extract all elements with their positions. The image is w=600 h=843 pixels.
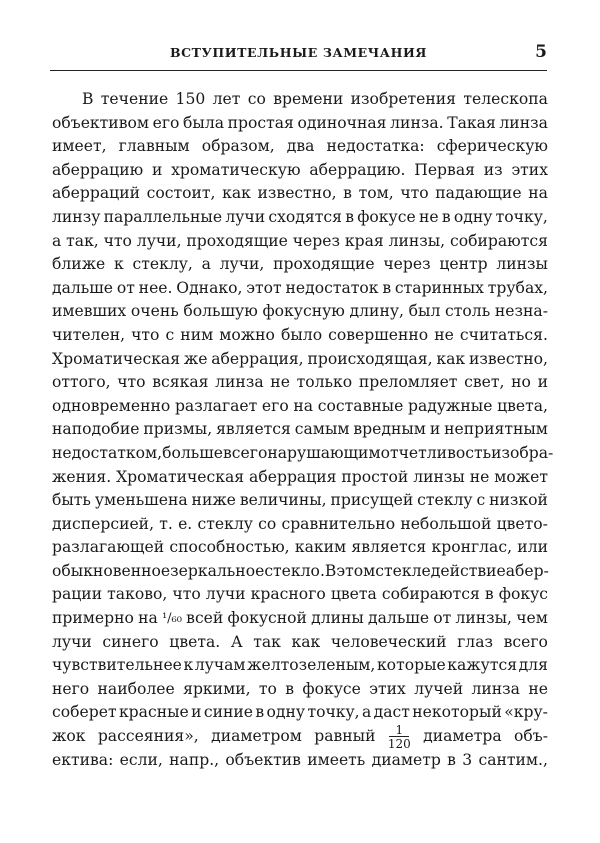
word: не xyxy=(434,325,454,344)
word: со xyxy=(247,90,266,108)
word: через xyxy=(383,255,431,274)
word: через xyxy=(292,231,341,250)
word: ним xyxy=(180,325,214,344)
word: в xyxy=(382,278,392,297)
word: времени xyxy=(273,90,344,108)
word: недостатка: xyxy=(326,137,425,156)
word: не xyxy=(418,207,439,226)
header-rule xyxy=(50,70,547,71)
small-fraction: ¹/₆₀ xyxy=(161,611,182,627)
word: проходящие xyxy=(273,255,375,274)
word: образом, xyxy=(201,137,275,156)
text-line xyxy=(52,253,548,277)
word: 3 xyxy=(462,750,473,769)
word: линза xyxy=(499,113,548,132)
word: незна- xyxy=(494,302,548,321)
text-line xyxy=(52,723,548,752)
word: на xyxy=(138,609,158,628)
text-line xyxy=(52,324,548,348)
word: линза xyxy=(471,679,520,698)
word: зеркальное xyxy=(170,561,265,580)
word: его xyxy=(152,113,180,132)
word: цвета xyxy=(330,585,377,604)
text-line xyxy=(52,418,548,442)
word: фокус xyxy=(498,585,548,604)
word: лучи xyxy=(225,207,266,226)
word: чувствительнее xyxy=(52,656,182,675)
word: красные xyxy=(118,703,189,722)
word: как xyxy=(436,349,466,368)
word: объектив xyxy=(225,750,301,769)
word: как xyxy=(222,184,251,203)
word: было xyxy=(281,325,323,344)
word: него xyxy=(52,679,90,698)
word: всякая xyxy=(152,373,209,392)
word: что xyxy=(172,585,201,604)
word: недостатком, xyxy=(52,443,163,462)
word: В xyxy=(324,561,337,580)
word: не xyxy=(528,679,548,698)
word: радужные xyxy=(407,396,493,415)
word: примерно xyxy=(52,609,134,628)
word: что xyxy=(117,373,146,392)
word: или xyxy=(517,538,548,557)
word: сантим., xyxy=(478,750,548,769)
word: стеклу xyxy=(197,514,253,533)
word: для xyxy=(518,656,548,675)
text-line xyxy=(52,631,548,655)
text-line xyxy=(52,678,548,702)
word: чителен, xyxy=(52,325,126,344)
word: сравнительно xyxy=(281,514,396,533)
text-line xyxy=(52,466,548,490)
word: даст xyxy=(373,703,410,722)
fraction: $\frac{1}{120}$ xyxy=(387,723,411,752)
word: и xyxy=(151,160,163,179)
word: трубах, xyxy=(487,278,548,297)
word: некоторый xyxy=(412,703,502,722)
word: быть xyxy=(52,491,91,510)
word: величины, xyxy=(239,491,327,510)
word: была xyxy=(183,113,225,132)
word: стеклу, xyxy=(132,255,193,274)
word: аберрацию. xyxy=(309,160,406,179)
word: можно xyxy=(219,325,275,344)
word: таково, xyxy=(107,585,168,604)
word: если, xyxy=(119,750,163,769)
word: является xyxy=(216,420,291,439)
word: точку, xyxy=(307,703,360,722)
word: старинных xyxy=(394,278,484,297)
word: равный xyxy=(314,727,376,746)
text-line xyxy=(52,88,548,112)
word: очень xyxy=(130,302,179,321)
word: одну xyxy=(266,703,306,722)
word: происходящая, xyxy=(307,349,433,368)
word: Такая xyxy=(447,113,496,132)
word: на xyxy=(293,396,314,415)
word: в xyxy=(441,207,451,226)
word: рации xyxy=(52,585,103,604)
word: проходящие xyxy=(186,231,288,250)
word: Однако, xyxy=(176,278,243,297)
word: диаметра xyxy=(423,727,502,746)
word: с xyxy=(476,491,486,510)
word: Хроматическая xyxy=(52,349,181,368)
word: что xyxy=(103,231,132,250)
word: к xyxy=(114,255,124,274)
text-line xyxy=(52,536,548,560)
word: нарушающим xyxy=(267,443,381,462)
word: считаться. xyxy=(459,325,548,344)
word: больше xyxy=(162,443,224,462)
word: течение xyxy=(100,90,169,108)
word: простая xyxy=(227,113,294,132)
word: центр xyxy=(439,255,488,274)
word: в xyxy=(255,703,265,722)
word: соберет xyxy=(52,703,117,722)
word: рассеяния», xyxy=(97,727,199,746)
word: аберрация xyxy=(249,467,337,486)
word: всего xyxy=(503,632,548,651)
word: наподобие xyxy=(52,420,140,439)
word: длину, xyxy=(349,302,404,321)
word: способностью, xyxy=(169,538,290,557)
word: что xyxy=(131,325,160,344)
word: края xyxy=(344,231,384,250)
word: аберрацию xyxy=(52,160,144,179)
word: и xyxy=(537,373,548,392)
word: нее. xyxy=(138,278,173,297)
word: присущей xyxy=(330,491,414,510)
text-line xyxy=(52,112,548,136)
word: фокусной xyxy=(227,609,307,628)
word: к xyxy=(183,656,194,675)
word: яркими, xyxy=(183,679,251,698)
word: точку, xyxy=(495,207,548,226)
word: собираются xyxy=(450,231,548,250)
word: А xyxy=(230,632,243,651)
word: одну xyxy=(453,207,493,226)
word: напр., xyxy=(169,750,220,769)
text-line xyxy=(52,277,548,301)
word: столь xyxy=(445,302,491,321)
word: лучи, xyxy=(136,231,182,250)
word: в xyxy=(343,184,352,203)
word: лучи xyxy=(205,585,246,604)
word: большую xyxy=(183,302,258,321)
word: а xyxy=(52,231,62,250)
word: линзы, xyxy=(455,609,513,628)
word: действие xyxy=(430,561,506,580)
word: желтозеленым, xyxy=(247,656,376,675)
word: состоит, xyxy=(146,184,216,203)
word: красного xyxy=(250,585,326,604)
word: не xyxy=(469,467,490,486)
word: имееть xyxy=(307,750,366,769)
word: стекле xyxy=(375,561,431,580)
word: имеет, xyxy=(52,137,107,156)
word: фокусе xyxy=(357,207,416,226)
word: является xyxy=(351,538,427,557)
text-line xyxy=(52,607,548,631)
word: каким xyxy=(294,538,347,557)
word: телескопа xyxy=(463,90,548,108)
word: свет, xyxy=(464,373,505,392)
word: оттого, xyxy=(52,373,111,392)
text-line xyxy=(52,230,548,254)
word: падающие xyxy=(435,184,522,203)
text-line xyxy=(52,701,548,725)
word: цвета, xyxy=(497,396,548,415)
word: дальше xyxy=(368,609,430,628)
word: линза. xyxy=(390,113,444,132)
word: низкой xyxy=(489,491,548,510)
word: этом xyxy=(336,561,376,580)
text-line xyxy=(52,513,548,537)
word: которые xyxy=(376,656,446,675)
text-line xyxy=(52,395,548,419)
word: линзу xyxy=(52,207,101,226)
word: том, xyxy=(358,184,394,203)
word: составные xyxy=(317,396,404,415)
text-line xyxy=(52,182,548,206)
word: небольшой xyxy=(400,514,492,533)
word: его xyxy=(261,396,289,415)
word: в xyxy=(285,679,295,698)
word: на xyxy=(528,184,548,203)
word: фокусе xyxy=(302,679,361,698)
word: но xyxy=(511,373,531,392)
word: хроматическую xyxy=(171,160,301,179)
word: и xyxy=(429,420,441,439)
word: не xyxy=(270,373,290,392)
word: синего xyxy=(102,632,159,651)
word: фокусную xyxy=(262,302,345,321)
word: изобра- xyxy=(491,443,554,462)
word: призмы, xyxy=(143,420,213,439)
word: в xyxy=(484,585,494,604)
word: отчетливость xyxy=(380,443,492,462)
word: Первая xyxy=(414,160,475,179)
word: и xyxy=(191,703,202,722)
word: длины xyxy=(311,609,364,628)
word: линза xyxy=(215,373,264,392)
word: линзы xyxy=(413,467,465,486)
word: жок xyxy=(52,727,86,746)
word: лучи, xyxy=(219,255,265,274)
word: аберрация, xyxy=(211,349,304,368)
word: человеческий xyxy=(330,632,447,651)
word: всего xyxy=(223,443,268,462)
word: что xyxy=(400,184,429,203)
word: собираются xyxy=(381,585,480,604)
word: известно, xyxy=(257,184,337,203)
page-number: 5 xyxy=(535,42,547,62)
word: «кру- xyxy=(504,703,548,722)
word: преломляет xyxy=(358,373,458,392)
word: абер- xyxy=(505,561,549,580)
word: линзы xyxy=(496,255,548,274)
text-line xyxy=(52,348,548,372)
word: линзы, xyxy=(388,231,446,250)
word: совершенно xyxy=(328,325,429,344)
word: стекло. xyxy=(264,561,325,580)
text-line xyxy=(52,135,548,159)
word: Хроматическая xyxy=(116,467,245,486)
word: разлагает xyxy=(174,396,258,415)
word: из xyxy=(483,160,503,179)
word: этих xyxy=(511,160,548,179)
word: вредным xyxy=(353,420,426,439)
word: уменьшена xyxy=(94,491,188,510)
word: жения. xyxy=(52,467,112,486)
word: цвето- xyxy=(496,514,548,533)
word: В xyxy=(82,90,94,108)
word: одновременно xyxy=(52,396,171,415)
word: диаметром xyxy=(211,727,302,746)
word: ниже xyxy=(191,491,236,510)
word: лучи xyxy=(52,632,92,651)
text-line xyxy=(52,300,548,324)
word: объективом xyxy=(52,113,149,132)
word: объ- xyxy=(514,727,548,746)
text-line xyxy=(52,654,548,678)
word: чем xyxy=(516,609,548,628)
word: сферическую xyxy=(436,137,548,156)
text-line xyxy=(52,560,548,584)
word: простой xyxy=(341,467,409,486)
word: может xyxy=(494,467,548,486)
word: всей xyxy=(186,609,224,628)
word: синие xyxy=(203,703,254,722)
word: а xyxy=(362,703,372,722)
word: этот xyxy=(246,278,282,297)
text-line xyxy=(52,489,548,513)
word: дисперсией, xyxy=(52,514,155,533)
page-header xyxy=(50,44,547,66)
running-title: ВСТУПИТЕЛЬНЫЕ ЗАМЕЧАНИЯ xyxy=(169,45,428,60)
word: лет xyxy=(212,90,241,108)
word: главным xyxy=(118,137,190,156)
word: недостаток xyxy=(285,278,379,297)
text-line xyxy=(52,206,548,230)
word: от xyxy=(116,278,135,297)
word: только xyxy=(296,373,353,392)
word: цвета. xyxy=(169,632,221,651)
word: глаз xyxy=(457,632,494,651)
text-line xyxy=(52,442,554,466)
word: со xyxy=(258,514,277,533)
word: аберраций xyxy=(52,184,140,203)
word: обыкновенное xyxy=(52,561,171,580)
word: то xyxy=(258,679,277,698)
word: диаметр xyxy=(371,750,441,769)
word: как xyxy=(291,632,321,651)
word: известно, xyxy=(468,349,548,368)
word: кажутся xyxy=(447,656,518,675)
word: стеклу xyxy=(417,491,473,510)
word: параллельные xyxy=(103,207,223,226)
word: от xyxy=(433,609,452,628)
word: кронглас, xyxy=(431,538,513,557)
word: два xyxy=(286,137,315,156)
word: этих xyxy=(369,679,406,698)
word: 150 xyxy=(175,90,206,108)
word: был xyxy=(408,302,441,321)
word: с xyxy=(165,325,175,344)
word: так xyxy=(253,632,281,651)
text-line xyxy=(52,749,548,773)
word: лучам xyxy=(194,656,246,675)
word: а xyxy=(201,255,211,274)
text-line xyxy=(52,371,548,395)
word: ектива: xyxy=(52,750,114,769)
word: неприятным xyxy=(444,420,548,439)
text-line xyxy=(52,583,548,607)
word: имевших xyxy=(52,302,127,321)
text-line xyxy=(52,159,548,183)
word: ближе xyxy=(52,255,106,274)
body-text xyxy=(52,88,554,772)
word: наиболее xyxy=(97,679,175,698)
word: сходятся xyxy=(268,207,342,226)
word: дальше xyxy=(52,278,114,297)
word: в xyxy=(447,750,456,769)
word: е. xyxy=(178,514,193,533)
word: в xyxy=(345,207,354,226)
word: лучей xyxy=(414,679,464,698)
word: так, xyxy=(66,231,99,250)
word: разлагающей xyxy=(52,538,165,557)
word: одиночная xyxy=(297,113,387,132)
word: изобретения xyxy=(350,90,457,108)
word: же xyxy=(183,349,208,368)
word: самым xyxy=(294,420,350,439)
word: т. xyxy=(159,514,173,533)
